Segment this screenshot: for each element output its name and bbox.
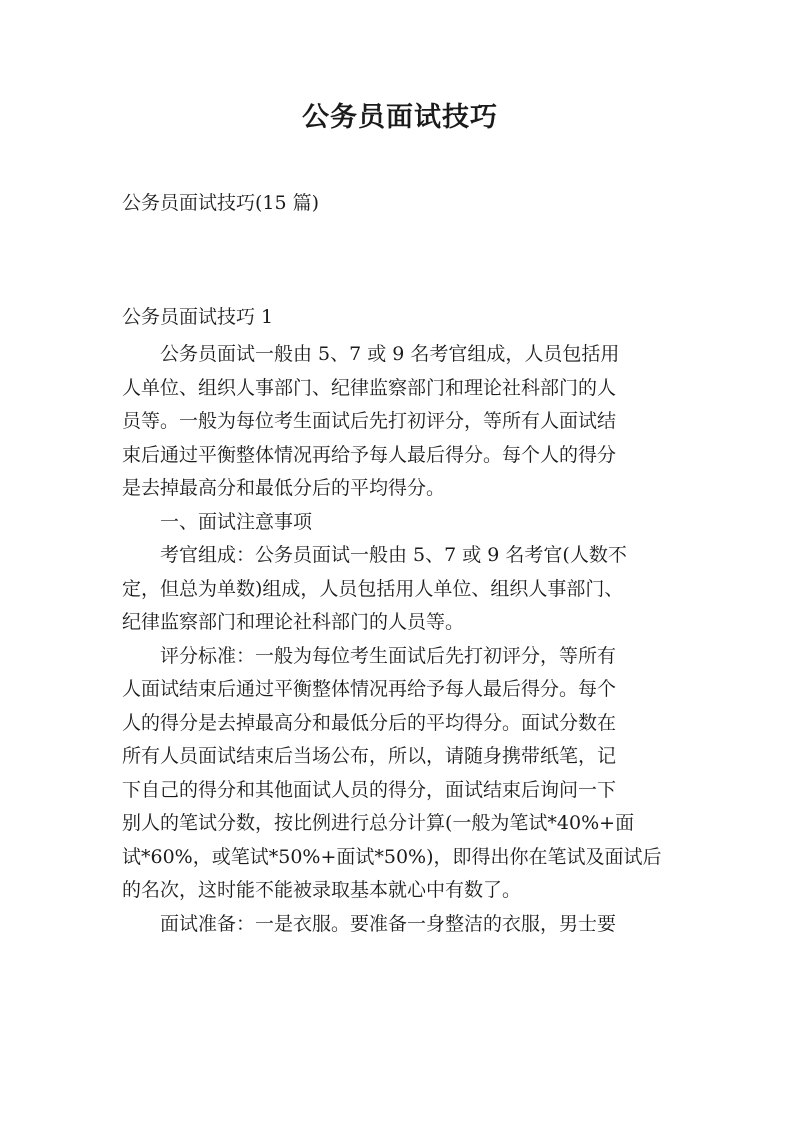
paragraph-line: 人单位、组织人事部门、纪律监察部门和理论社科部门的人 [122,376,617,399]
paragraph-line: 员等。一般为每位考生面试后先打初评分，等所有人面试结 [122,410,617,432]
paragraph-line: 试*60%，或笔试*50%+面试*50%)，即得出你在笔试及面试后 [122,845,662,868]
paragraph-line: 人面试结束后通过平衡整体情况再给予每人最后得分。每个 [122,678,617,700]
paragraph-line: 考官组成：公务员面试一般由 5、7 或 9 名考官(人数不 [160,544,627,566]
paragraph-line: 别人的笔试分数，按比例进行总分计算(一般为笔试*40%+面 [122,812,635,834]
paragraph-line: 所有人员面试结束后当场公布，所以，请随身携带纸笔，记 [122,745,617,767]
section-heading: 公务员面试技巧 1 [122,306,274,328]
paragraph-line: 定，但总为单数)组成，人员包括用人单位、组织人事部门、 [122,577,624,600]
paragraph-line: 纪律监察部门和理论社科部门的人员等。 [122,611,465,633]
paragraph-line: 人的得分是去掉最高分和最低分后的平均得分。面试分数在 [122,711,617,734]
document-subtitle: 公务员面试技巧(15 篇) [122,192,320,214]
paragraph-line: 束后通过平衡整体情况再给予每人最后得分。每个人的得分 [122,443,617,466]
paragraph-line: 评分标准：一般为每位考生面试后先打初评分，等所有 [160,644,617,667]
paragraph-line: 下自己的得分和其他面试人员的得分，面试结束后询问一下 [122,778,617,801]
paragraph-line: 面试准备：一是衣服。要准备一身整洁的衣服，男士要 [160,912,617,935]
paragraph-line: 是去掉最高分和最低分后的平均得分。 [122,477,446,499]
subheading-line: 一、面试注意事项 [160,510,313,533]
document-body [122,338,682,941]
document-title: 公务员面试技巧 [302,102,498,133]
paragraph-line: 的名次，这时能不能被录取基本就心中有数了。 [122,879,522,901]
paragraph-line: 公务员面试一般由 5、7 或 9 名考官组成，人员包括用 [160,343,620,365]
